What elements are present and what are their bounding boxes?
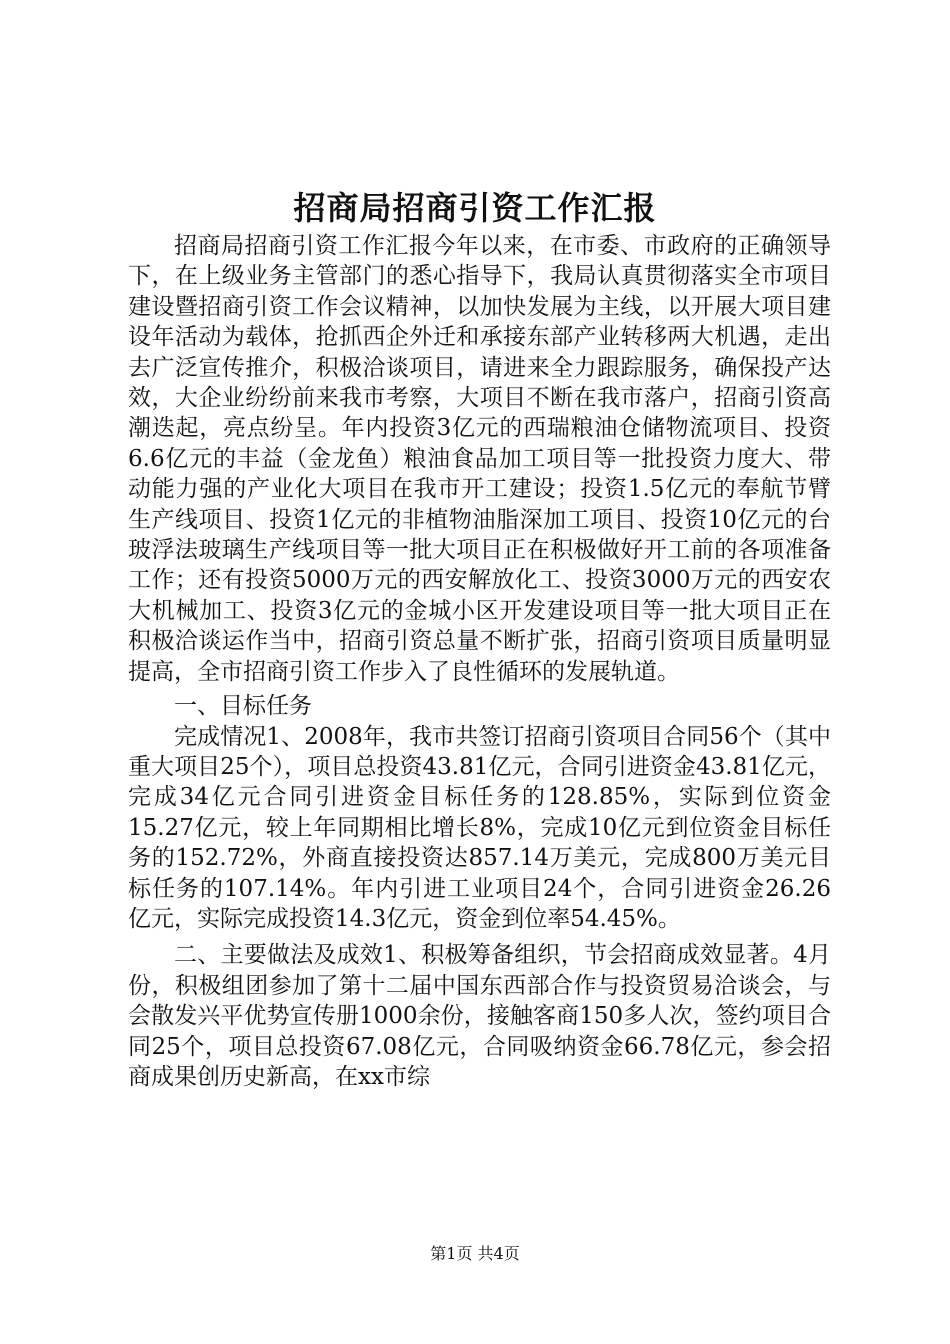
paragraph-intro: 招商局招商引资工作汇报今年以来，在市委、市政府的正确领导下，在上级业务主管部门的悉心指导下，我局认真贯彻落实全市项目建设暨招商引资工作会议精神，以加快发展为主线，以开展大项目建设年活动为载体，抢抓西企外迁和承接东部产业转移两大机遇，走出去广泛宣传推介，积极洽谈项目，请进来全力跟踪服务，确保投产达效，大企业纷纷前来我市考察，大项目不断在我市落户，招商引资高潮迭起，亮点纷呈。年内投资3亿元的西瑞粮油仓储物流项目、投资6.6亿元的丰益（金龙鱼）粮油食品加工项目等一批投资力度大、带动能力强的产业化大项目在我市开工建设；投资1.5亿元的奉航节臂生产线项目、投资1亿元的非植物油脂深加工项目、投资10亿元的台玻浮法玻璃生产线项目等一批大项目正在积极做好开工前的各项准备工作；还有投资5000万元的西安解放化工、投资3000万元的西安农大机械加工、投资3亿元的金城小区开发建设项目等一批大项目正在积极洽谈运作当中，招商引资总量不断扩张，招商引资项目质量明显提高，全市招商引资工作步入了良性循环的发展轨道。 — [128, 233, 831, 685]
section-heading-goals: 一、目标任务 — [174, 693, 312, 720]
paragraph-methods: 二、主要做法及成效1、积极筹备组织，节会招商成效显著。4月份，积极组团参加了第十二届中国东西部合作与投资贸易洽谈会，与会散发兴平优势宣传册1000余份，接触客商150多人次，签约项目合同25个，项目总投资67.08亿元，合同吸纳资金66.78亿元，参会招商成果创历史新高，在xx市综 — [128, 942, 831, 1090]
paragraph-completion: 完成情况1、2008年，我市共签订招商引资项目合同56个（其中重大项目25个），项目总投资43.81亿元，合同引进资金43.81亿元，完成34亿元合同引进资金目标任务的128.85%，实际到位资金15.27亿元，较上年同期相比增长8%，完成10亿元到位资金目标任务的152.72%，外商直接投资达857.14万美元，完成800万美元目标任务的107.14%。年内引进工业项目24个，合同引进资金26.26亿元，实际完成投资14.3亿元，资金到位率54.45%。 — [128, 723, 831, 932]
document-body — [128, 231, 831, 1092]
page-footer: 第1页 共4页 — [430, 1244, 520, 1263]
document-title: 招商局招商引资工作汇报 — [293, 189, 657, 227]
